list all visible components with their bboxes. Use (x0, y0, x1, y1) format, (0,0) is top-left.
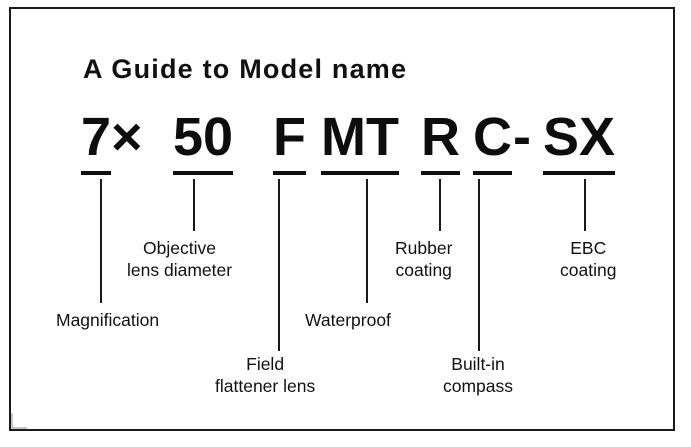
leader-line-objective-lens-diameter (193, 179, 195, 231)
callout-label-rubber-coating (395, 237, 452, 281)
callout-label-line: coating (395, 260, 452, 280)
callout-label-line: compass (443, 376, 514, 396)
model-token: C (473, 107, 512, 167)
model-token: R (421, 107, 460, 167)
model-token: 7 (81, 107, 112, 167)
callout-label-line: EBC (570, 238, 607, 258)
callout-label-line: lens diameter (127, 260, 233, 280)
model-token: × (111, 107, 143, 167)
model-token: - (513, 107, 531, 167)
callout-label-magnification (56, 309, 159, 331)
corner-mark (11, 413, 27, 429)
callout-label-waterproof (305, 309, 391, 331)
diagram-frame (9, 7, 675, 431)
page-title: A Guide to Model name (83, 54, 408, 84)
leader-line-rubber-coating (439, 179, 441, 231)
model-token: SX (543, 107, 616, 167)
model-token: F (273, 107, 306, 167)
leader-line-waterproof (366, 179, 368, 303)
callout-label-objective-lens-diameter (127, 237, 232, 281)
callout-label-field-flattener-lens (215, 353, 315, 397)
leader-line-magnification (100, 179, 102, 303)
leader-line-built-in-compass (478, 179, 480, 351)
callout-label-line: Magnification (56, 310, 160, 330)
callout-label-line: Waterproof (305, 310, 391, 330)
leader-line-ebc-coating (584, 179, 586, 231)
model-token: 50 (173, 107, 234, 167)
callout-label-line: Objective (143, 238, 216, 258)
callout-label-line: coating (560, 260, 617, 280)
callout-label-ebc-coating (560, 237, 616, 281)
leader-line-field-flattener-lens (278, 179, 280, 351)
callout-label-line: flattener lens (215, 376, 316, 396)
callout-label-line: Field (246, 354, 285, 374)
callout-label-line: Rubber (395, 238, 453, 258)
callout-label-built-in-compass (443, 353, 513, 397)
callout-label-line: Built-in (451, 354, 505, 374)
model-name-row (81, 105, 641, 175)
model-token: MT (321, 107, 399, 167)
